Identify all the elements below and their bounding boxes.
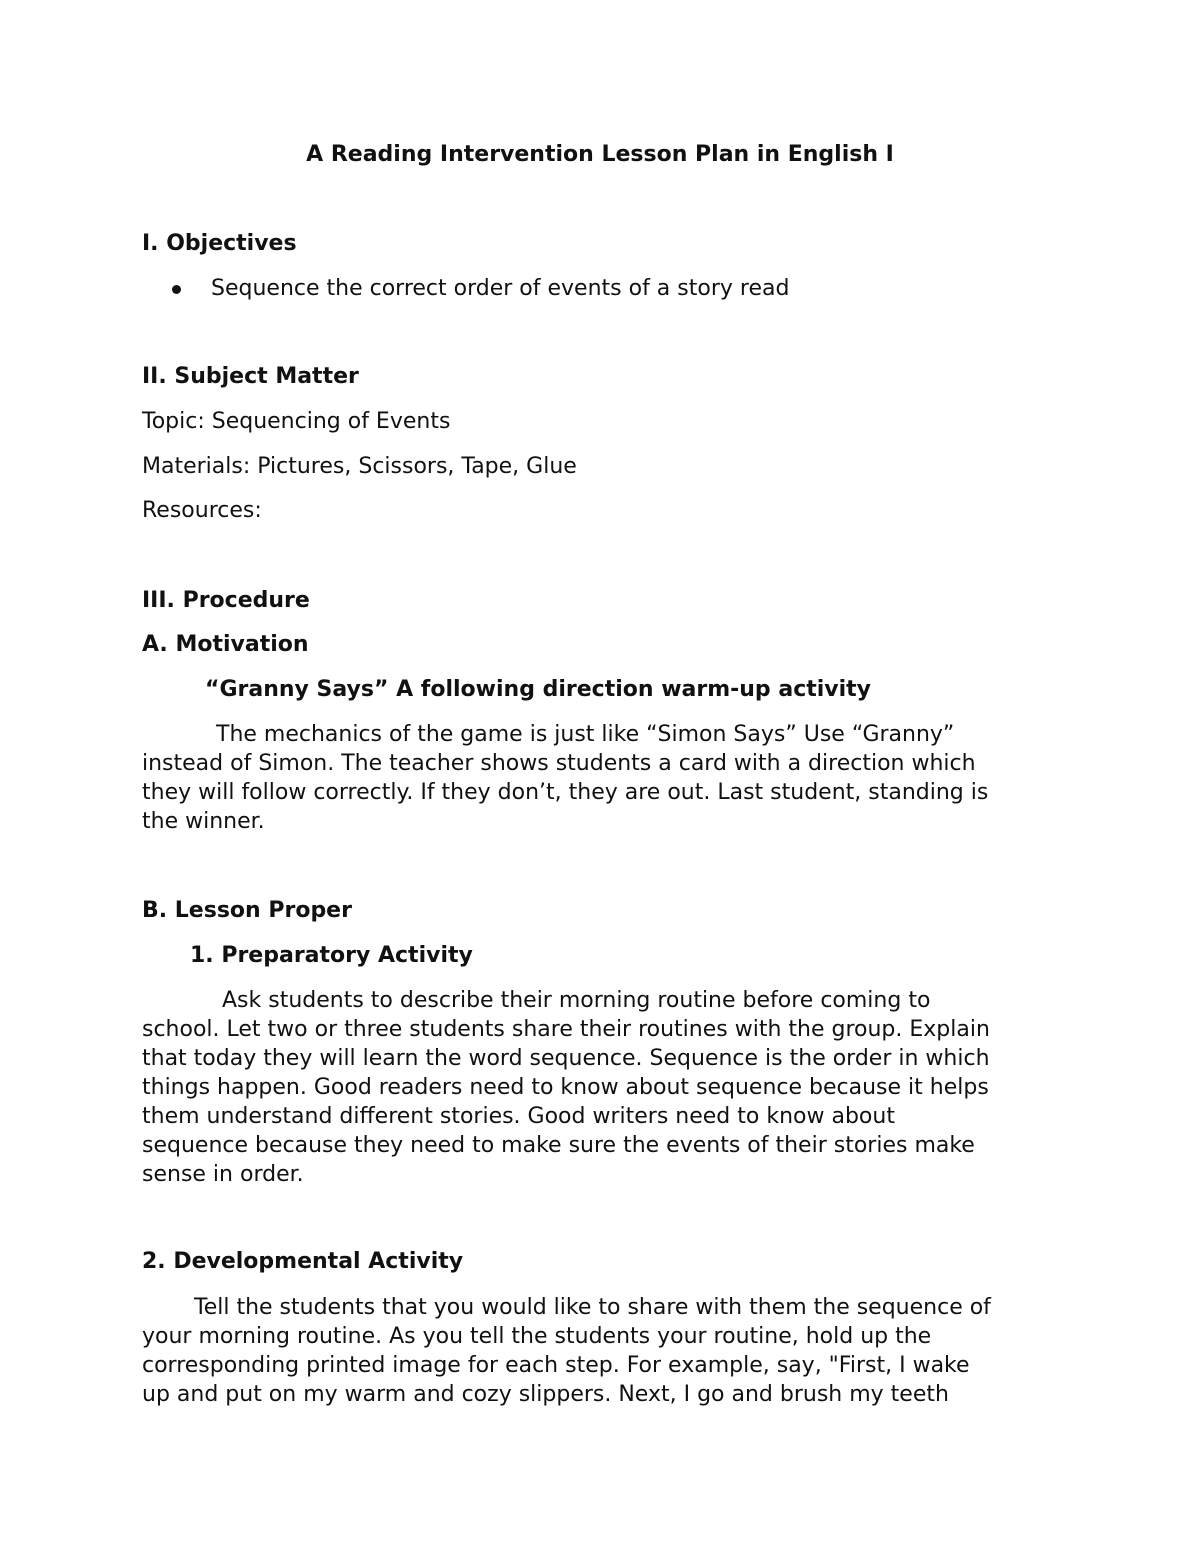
paragraph-line: corresponding printed image for each step. For example, say, "First, I wake <box>142 1353 970 1378</box>
paragraph-line: your morning routine. As you tell the students your routine, hold up the <box>142 1324 932 1349</box>
bullet-icon <box>172 285 181 294</box>
subject-matter-heading: II. Subject Matter <box>142 364 359 389</box>
preparatory-paragraph <box>142 986 1062 1189</box>
procedure-heading: III. Procedure <box>142 588 310 613</box>
paragraph-line: they will follow correctly. If they don’t, they are out. Last student, standing is <box>142 780 989 805</box>
paragraph-line: them understand different stories. Good writers need to know about <box>142 1104 895 1129</box>
paragraph-line: sequence because they need to make sure the events of their stories make <box>142 1133 975 1158</box>
motivation-activity-title: “Granny Says” A following direction warm-up activity <box>205 677 872 702</box>
paragraph-line: instead of Simon. The teacher shows students a card with a direction which <box>142 751 976 776</box>
developmental-paragraph <box>142 1293 1062 1409</box>
document-title: A Reading Intervention Lesson Plan in English I <box>306 142 894 167</box>
paragraph-line: Ask students to describe their morning routine before coming to <box>222 988 931 1013</box>
paragraph-line: up and put on my warm and cozy slippers. Next, I go and brush my teeth <box>142 1382 949 1407</box>
paragraph-line: things happen. Good readers need to know about sequence because it helps <box>142 1075 989 1100</box>
paragraph-line: that today they will learn the word sequence. Sequence is the order in which <box>142 1046 990 1071</box>
topic-line: Topic: Sequencing of Events <box>142 409 451 434</box>
paragraph-line: school. Let two or three students share their routines with the group. Explain <box>142 1017 990 1042</box>
developmental-activity-heading: 2. Developmental Activity <box>142 1249 464 1274</box>
paragraph-line: the winner. <box>142 809 265 834</box>
paragraph-line: The mechanics of the game is just like “Simon Says” Use “Granny” <box>216 722 955 747</box>
motivation-paragraph <box>142 720 1062 836</box>
motivation-heading: A. Motivation <box>142 632 309 657</box>
materials-line: Materials: Pictures, Scissors, Tape, Glue <box>142 454 577 479</box>
objective-text: Sequence the correct order of events of a story read <box>211 276 790 301</box>
paragraph-line: sense in order. <box>142 1162 304 1187</box>
lesson-proper-heading: B. Lesson Proper <box>142 898 352 923</box>
paragraph-line: Tell the students that you would like to share with them the sequence of <box>194 1295 991 1320</box>
objective-bullet-item <box>172 276 789 301</box>
resources-line: Resources: <box>142 498 262 523</box>
preparatory-activity-heading: 1. Preparatory Activity <box>190 943 473 968</box>
objectives-heading: I. Objectives <box>142 231 297 256</box>
